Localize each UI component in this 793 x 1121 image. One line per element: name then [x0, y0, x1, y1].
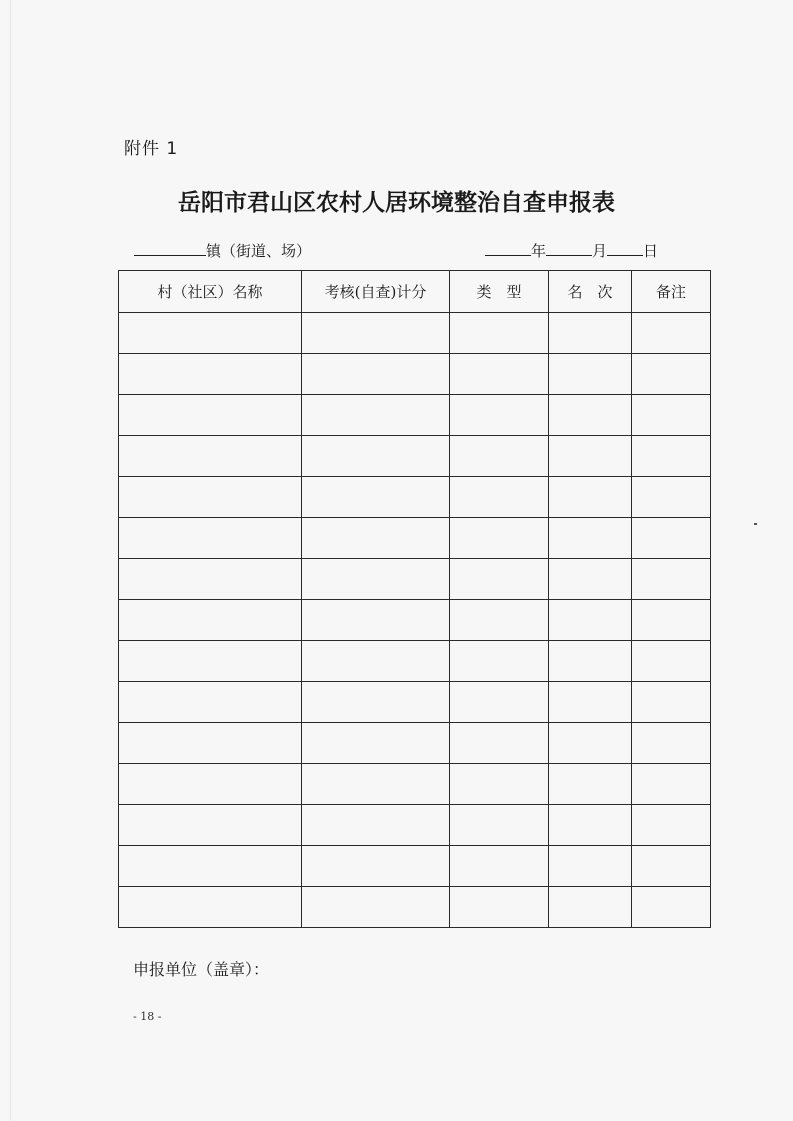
table-cell[interactable] [450, 764, 549, 805]
town-blank[interactable] [134, 241, 206, 256]
table-cell[interactable] [450, 395, 549, 436]
column-header: 村（社区）名称 [119, 271, 302, 313]
table-cell[interactable] [632, 846, 711, 887]
table-cell[interactable] [632, 887, 711, 928]
table-row [119, 887, 711, 928]
table-cell[interactable] [632, 313, 711, 354]
table-cell[interactable] [632, 354, 711, 395]
table-cell[interactable] [632, 436, 711, 477]
table-cell[interactable] [632, 764, 711, 805]
table-cell[interactable] [302, 682, 450, 723]
table-row [119, 600, 711, 641]
year-label: 年 [531, 242, 547, 260]
table-cell[interactable] [450, 805, 549, 846]
table-cell[interactable] [119, 682, 302, 723]
table-cell[interactable] [119, 641, 302, 682]
table-cell[interactable] [549, 887, 632, 928]
table-row [119, 641, 711, 682]
table-cell[interactable] [450, 436, 549, 477]
table-cell[interactable] [119, 600, 302, 641]
table-row [119, 395, 711, 436]
table-cell[interactable] [450, 641, 549, 682]
table-cell[interactable] [549, 641, 632, 682]
table-cell[interactable] [119, 846, 302, 887]
table-row [119, 559, 711, 600]
day-label: 日 [643, 242, 659, 260]
table-cell[interactable] [119, 764, 302, 805]
table-cell[interactable] [302, 518, 450, 559]
table-row [119, 805, 711, 846]
table-cell[interactable] [302, 354, 450, 395]
table-cell[interactable] [302, 887, 450, 928]
table-cell[interactable] [119, 805, 302, 846]
table-header-row [119, 271, 711, 313]
table-row [119, 723, 711, 764]
table-cell[interactable] [632, 641, 711, 682]
day-blank[interactable] [607, 241, 643, 256]
table-cell[interactable] [549, 518, 632, 559]
column-header: 名 次 [549, 271, 632, 313]
table-cell[interactable] [450, 518, 549, 559]
table-cell[interactable] [549, 354, 632, 395]
table-cell[interactable] [302, 723, 450, 764]
table-cell[interactable] [549, 559, 632, 600]
table-cell[interactable] [632, 395, 711, 436]
table-cell[interactable] [549, 313, 632, 354]
report-table [118, 270, 711, 928]
table-cell[interactable] [119, 313, 302, 354]
table-cell[interactable] [302, 395, 450, 436]
table-cell[interactable] [302, 477, 450, 518]
table-cell[interactable] [632, 518, 711, 559]
applicant-label: 申报单位（盖章）： [133, 960, 270, 979]
column-header: 类 型 [450, 271, 549, 313]
table-cell[interactable] [450, 600, 549, 641]
column-header: 考核(自查)计分 [302, 271, 450, 313]
year-blank[interactable] [485, 241, 531, 256]
table-cell[interactable] [119, 723, 302, 764]
table-cell[interactable] [549, 395, 632, 436]
table-cell[interactable] [302, 559, 450, 600]
table-cell[interactable] [549, 764, 632, 805]
table-cell[interactable] [450, 559, 549, 600]
table-cell[interactable] [119, 477, 302, 518]
table-cell[interactable] [302, 313, 450, 354]
table-cell[interactable] [632, 805, 711, 846]
table-row [119, 518, 711, 559]
table-row [119, 354, 711, 395]
table-row [119, 682, 711, 723]
month-label: 月 [592, 242, 608, 260]
attachment-label: 附件 1 [124, 139, 179, 159]
table-cell[interactable] [119, 436, 302, 477]
table-cell[interactable] [549, 846, 632, 887]
scan-speck [754, 523, 757, 525]
table-cell[interactable] [450, 354, 549, 395]
table-cell[interactable] [632, 600, 711, 641]
table-cell[interactable] [302, 641, 450, 682]
table-cell[interactable] [119, 559, 302, 600]
table-cell[interactable] [549, 682, 632, 723]
town-field [134, 240, 311, 261]
table-cell[interactable] [549, 805, 632, 846]
table-row [119, 436, 711, 477]
table-cell[interactable] [450, 887, 549, 928]
table-cell[interactable] [549, 600, 632, 641]
table-cell[interactable] [632, 477, 711, 518]
table-cell[interactable] [302, 846, 450, 887]
table-cell[interactable] [632, 559, 711, 600]
table-cell[interactable] [632, 682, 711, 723]
table-row [119, 846, 711, 887]
table-row [119, 313, 711, 354]
table-body [119, 313, 711, 928]
table-cell[interactable] [450, 723, 549, 764]
table-cell[interactable] [302, 764, 450, 805]
table-row [119, 477, 711, 518]
page-number: - 18 - [133, 1010, 162, 1023]
table-cell[interactable] [450, 682, 549, 723]
column-header: 备注 [632, 271, 711, 313]
table-cell[interactable] [450, 477, 549, 518]
date-field [485, 240, 658, 261]
table-cell[interactable] [632, 723, 711, 764]
table-cell[interactable] [549, 436, 632, 477]
table-cell[interactable] [119, 887, 302, 928]
table-cell[interactable] [302, 805, 450, 846]
table-cell[interactable] [549, 477, 632, 518]
month-blank[interactable] [546, 241, 592, 256]
table-cell[interactable] [119, 518, 302, 559]
table-row [119, 764, 711, 805]
table-cell[interactable] [549, 723, 632, 764]
table-cell[interactable] [119, 395, 302, 436]
table-cell[interactable] [302, 436, 450, 477]
table-cell[interactable] [450, 313, 549, 354]
page-edge [10, 0, 11, 1121]
document-title: 岳阳市君山区农村人居环境整治自查申报表 [178, 189, 615, 216]
table-cell[interactable] [450, 846, 549, 887]
table-cell[interactable] [302, 600, 450, 641]
table-cell[interactable] [119, 354, 302, 395]
town-suffix-label: 镇（街道、场） [206, 242, 312, 260]
